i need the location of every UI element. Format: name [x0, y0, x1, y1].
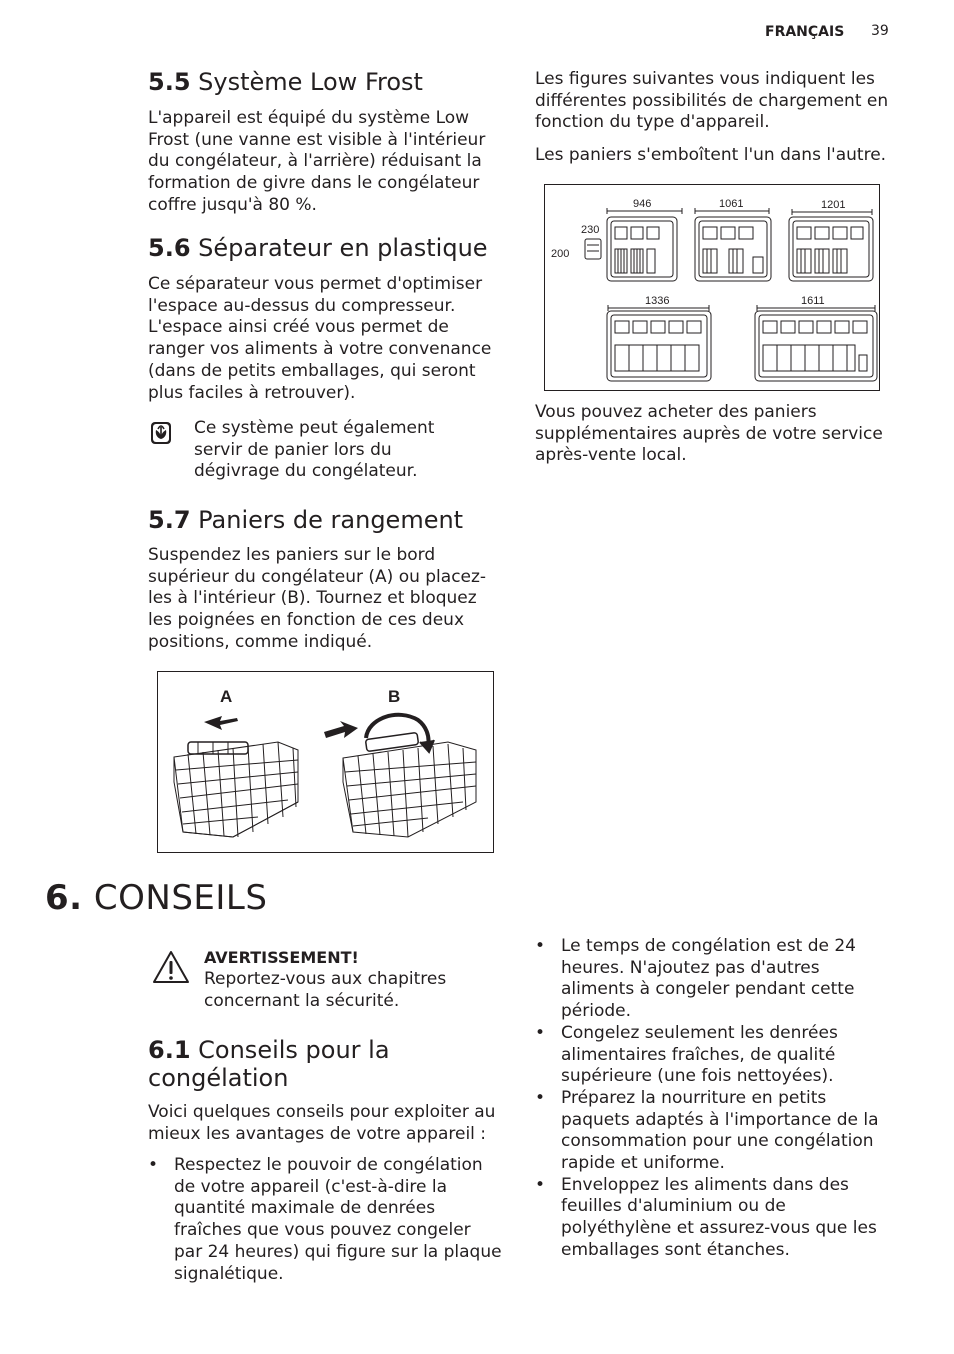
- bullet-icon: •: [535, 936, 546, 956]
- section-5-5-heading: [148, 68, 508, 96]
- dim-230: 230: [581, 224, 600, 236]
- list-item: [535, 1088, 885, 1175]
- freezer-layouts-drawing: [585, 208, 877, 381]
- arrow-right-icon: [324, 721, 358, 738]
- list-item-text: Respectez le pouvoir de congélation de votre appareil (c'est-à-dire la quantité maximale de denrées fraîches que vous pouvez congeler par 24 heures) qui figure sur la plaque signalétique.: [174, 1155, 502, 1284]
- section-6-1-title-line1: Conseils pour la: [198, 1036, 390, 1064]
- dim-1201: 1201: [821, 199, 846, 211]
- section-5-5-number: 5.5: [148, 68, 191, 96]
- figure-label-b: B: [388, 687, 401, 706]
- section-5-6-title: Séparateur en plastique: [198, 234, 488, 262]
- section-6-1-title-line2: congélation: [148, 1064, 289, 1092]
- section-6-1-number: 6.1: [148, 1036, 191, 1064]
- leaf-info-icon: [150, 421, 172, 445]
- list-item: [535, 936, 885, 1023]
- chapter-6-title: CONSEILS: [93, 878, 268, 918]
- figure-label-a: A: [220, 687, 233, 706]
- section-5-6-body: Ce séparateur vous permet d'optimiser l'espace au-dessus du compresseur. L'espace ainsi créé vous permet de ranger vos aliments à votre convenance (dans de petits emballages, qui seront plus faciles à retrouver).: [148, 274, 492, 403]
- bullet-icon: •: [148, 1155, 159, 1175]
- warning-triangle-icon: [152, 950, 190, 984]
- loading-configurations-figure: [544, 184, 880, 391]
- section-5-6-heading: [148, 234, 508, 262]
- header-language: FRANÇAIS: [765, 24, 845, 40]
- bullet-icon: •: [535, 1022, 546, 1043]
- warning-title: AVERTISSEMENT!: [204, 948, 359, 967]
- basket-a-drawing: [174, 742, 298, 837]
- tips-list-left: [148, 1155, 503, 1285]
- warning-text: Reportez-vous aux chapitres concernant la sécurité.: [204, 969, 447, 1011]
- list-item: [148, 1155, 503, 1285]
- section-6-1-heading: [148, 1036, 508, 1092]
- list-item-text: Le temps de congélation est de 24 heures. N'ajoutez pas d'autres aliments à congeler pendant cette période.: [561, 936, 856, 1022]
- list-item: [535, 1023, 885, 1088]
- bullet-icon: •: [535, 1174, 546, 1195]
- arrow-left-icon: [204, 716, 238, 730]
- loading-intro-text: Les figures suivantes vous indiquent les différentes possibilités de chargement en fonction du type d'appareil.: [535, 69, 889, 133]
- section-5-7-body: Suspendez les paniers sur le bord supérieur du congélateur (A) ou placez-les à l'intérieur (B). Tournez et bloquez les poignées en fonction de ces deux positions, comme indiqué.: [148, 545, 487, 652]
- basket-b-drawing: [343, 732, 476, 837]
- list-item-text: Congelez seulement les denrées alimentaires fraîches, de qualité supérieure (une fois nettoyées).: [561, 1022, 838, 1087]
- basket-positions-figure: [157, 671, 494, 853]
- section-5-6-number: 5.6: [148, 234, 191, 262]
- chapter-6-heading: [45, 878, 445, 918]
- section-5-7-number: 5.7: [148, 506, 191, 534]
- section-5-6-note: Ce système peut également servir de panier lors du dégivrage du congélateur.: [194, 418, 435, 482]
- section-5-7-title: Paniers de rangement: [198, 506, 464, 534]
- list-item-text: Enveloppez les aliments dans des feuilles d'aluminium ou de polyéthylène et assurez-vous que les emballages sont étanches.: [561, 1174, 877, 1260]
- buy-baskets-text: Vous pouvez acheter des paniers supplémentaires auprès de votre service après-vente local.: [535, 402, 883, 466]
- section-5-5-body: L'appareil est équipé du système Low Frost (une vanne est visible à l'intérieur du congélateur, à l'arrière) réduisant la formation de givre dans le congélateur coffre jusqu'à 80 %.: [148, 108, 486, 215]
- dim-946: 946: [633, 198, 652, 210]
- bullet-icon: •: [535, 1087, 546, 1108]
- dim-1336: 1336: [645, 295, 670, 307]
- section-6-1-intro: Voici quelques conseils pour exploiter au mieux les avantages de votre appareil :: [148, 1102, 496, 1144]
- tips-list-right: [535, 936, 885, 1262]
- section-5-5-title: Système Low Frost: [198, 68, 423, 96]
- section-5-7-heading: [148, 506, 508, 534]
- list-item: [535, 1175, 885, 1262]
- baskets-nest-text: Les paniers s'emboîtent l'un dans l'autre.: [535, 145, 887, 165]
- dim-200: 200: [551, 248, 570, 260]
- page-number: 39: [871, 23, 889, 39]
- chapter-6-number: 6.: [45, 878, 83, 918]
- dim-1061: 1061: [719, 198, 744, 210]
- dim-1611: 1611: [801, 295, 825, 307]
- list-item-text: Préparez la nourriture en petits paquets adaptés à l'importance de la consommation pour une congélation rapide et uniforme.: [561, 1087, 879, 1174]
